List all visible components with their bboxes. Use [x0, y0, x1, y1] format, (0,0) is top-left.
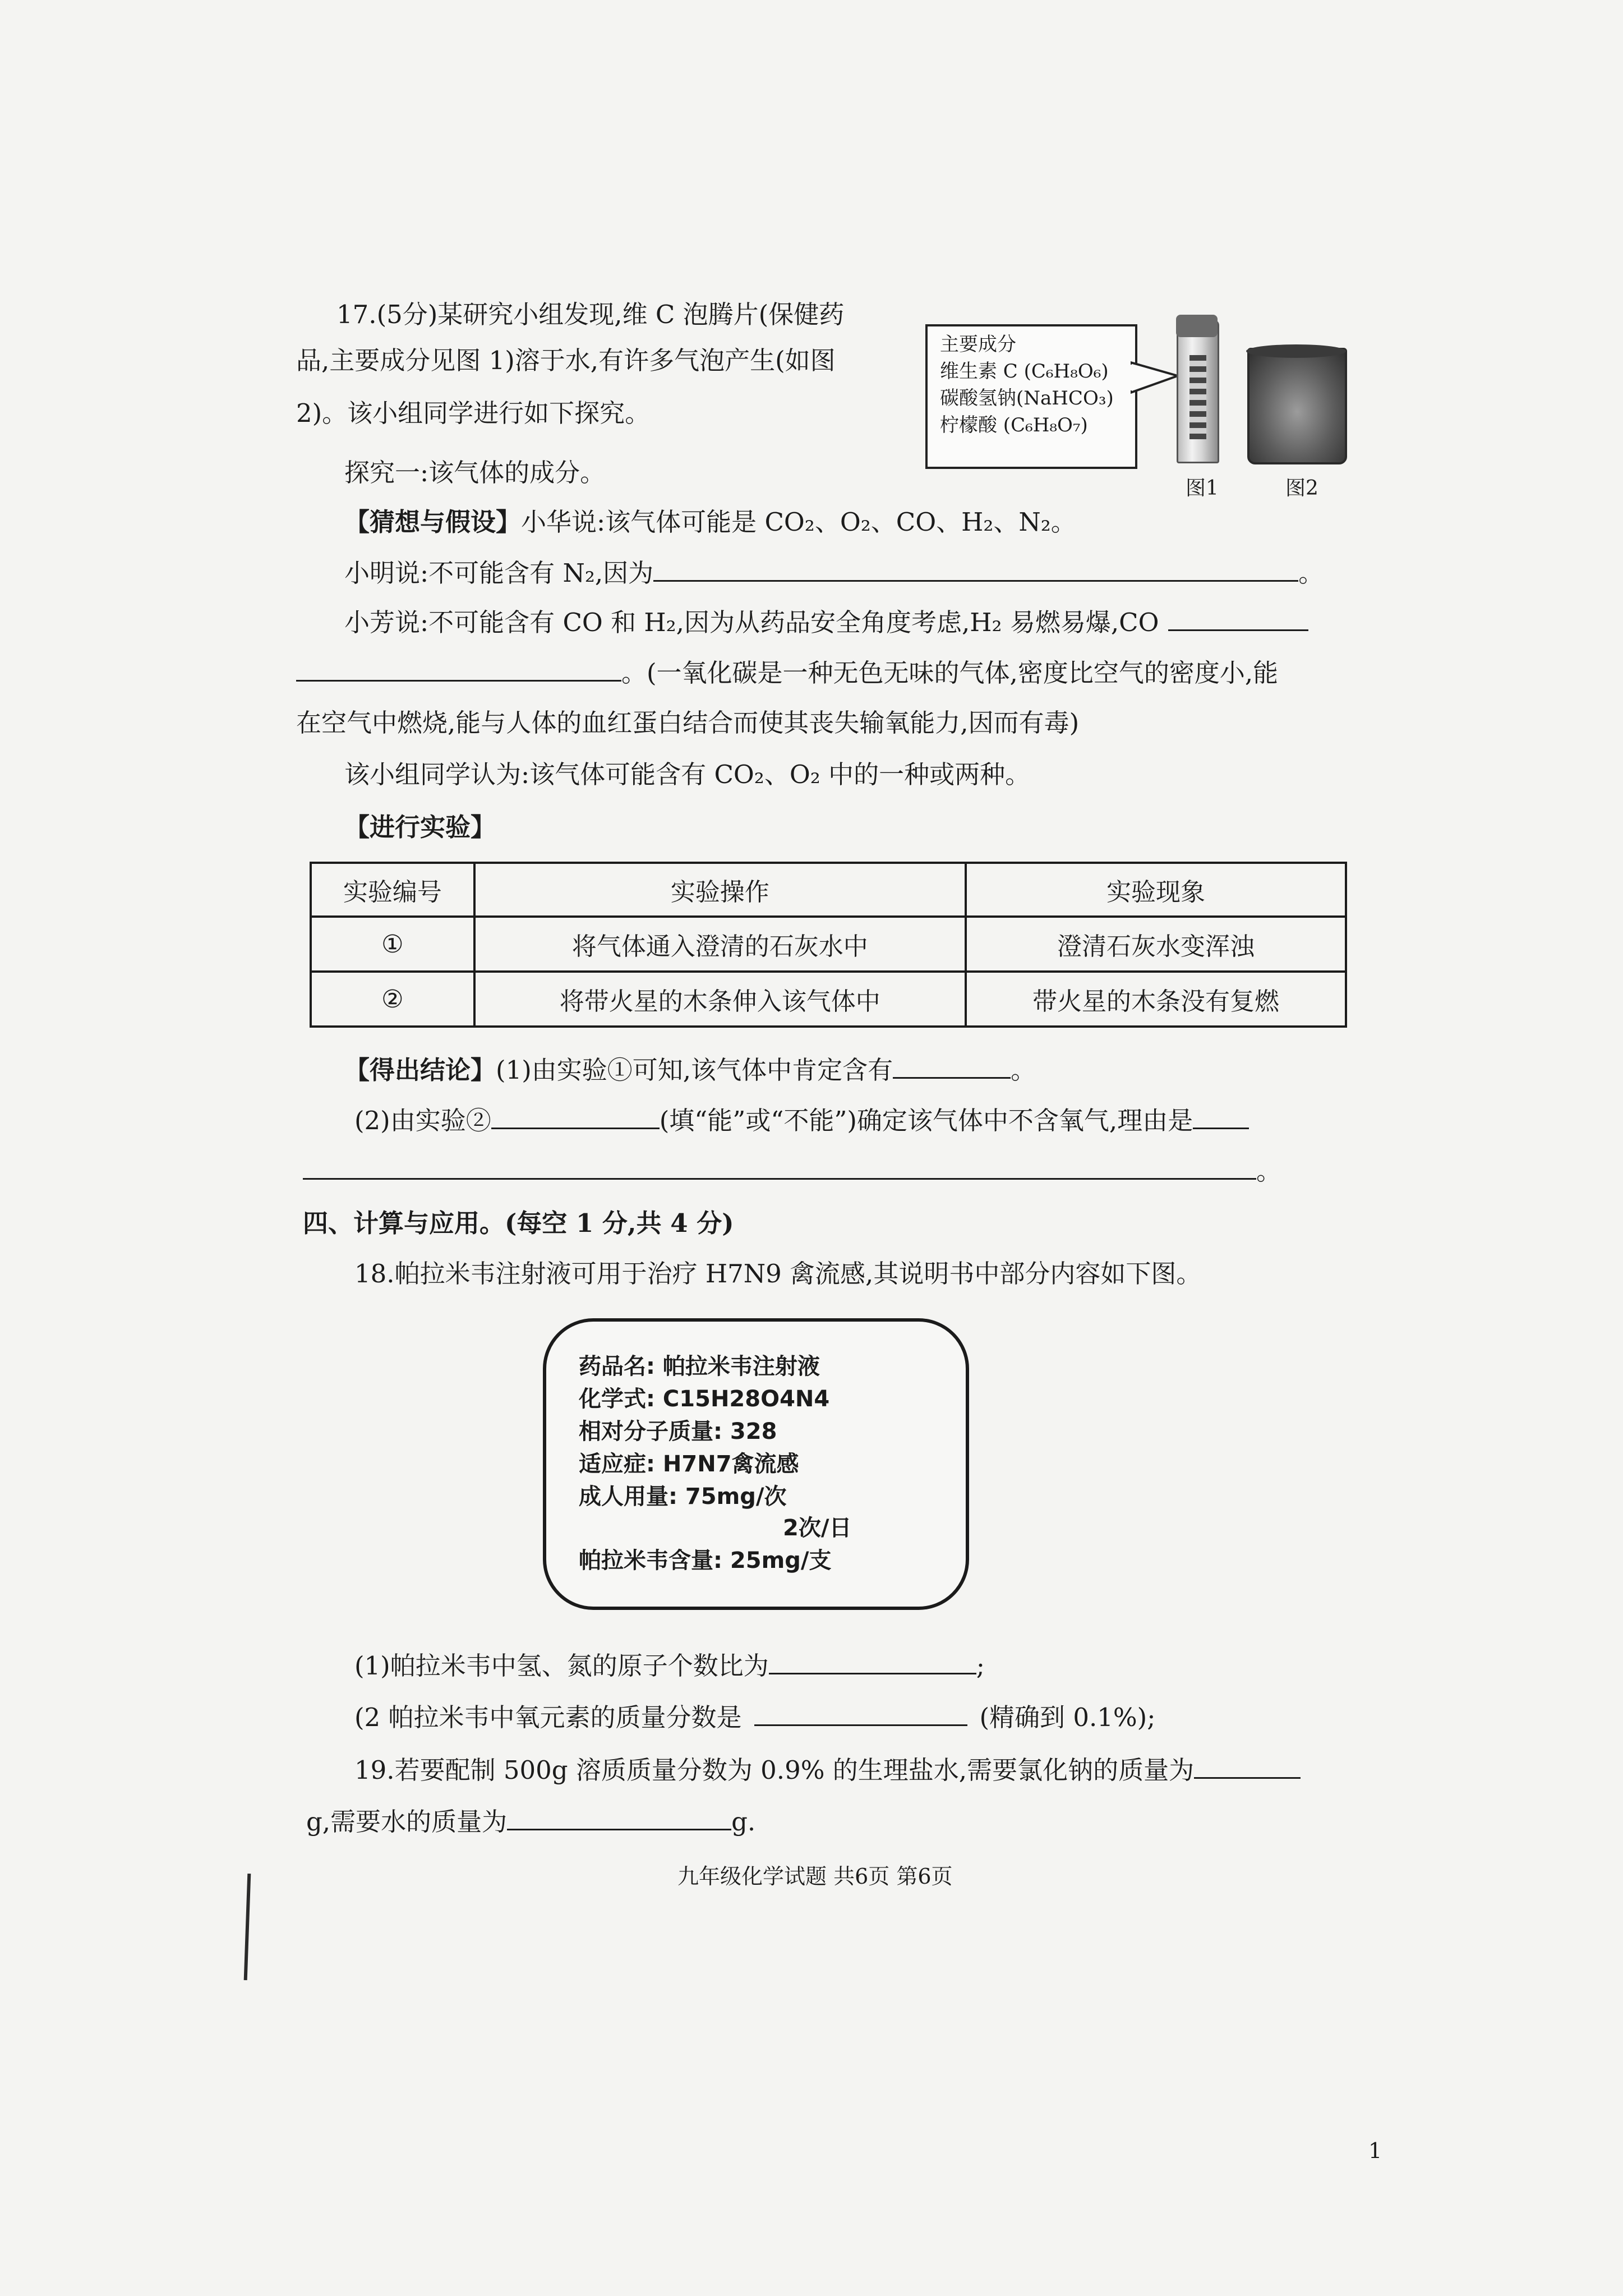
- semicolon: ;: [976, 1651, 985, 1681]
- conclusion-line-3: [303, 1153, 1281, 1189]
- drug-label-box: [543, 1318, 969, 1610]
- drug-frequency: 2次/日: [783, 1515, 852, 1541]
- answer-blank-n2[interactable]: [653, 555, 1298, 582]
- q17-line3: 2)。该小组同学进行如下探究。: [296, 398, 651, 428]
- drug-name: 药品名: 帕拉米韦注射液: [579, 1354, 820, 1379]
- callout-item: 柠檬酸 (C₆H₈O₇): [940, 414, 1088, 436]
- answer-blank-oxygen-fraction[interactable]: [754, 1700, 967, 1726]
- drug-dosage: 成人用量: 75mg/次: [579, 1484, 787, 1510]
- period: 。: [1298, 558, 1324, 588]
- table-cell: 带火星的木条没有复燃: [966, 972, 1346, 1027]
- conclusion-line-1: [344, 1052, 1036, 1088]
- experiment-heading: 【进行实验】: [344, 812, 496, 842]
- q18-sub1: [354, 1648, 985, 1683]
- answer-blank-water-mass[interactable]: [507, 1804, 731, 1830]
- table-cell: ②: [311, 972, 474, 1027]
- conclusion-2-text-b: (填“能”或“不能”)确定该气体中不含氧气,理由是: [659, 1106, 1193, 1135]
- q18-sub2: [354, 1700, 1155, 1735]
- page-footer: 九年级化学试题 共6页 第6页: [677, 1864, 953, 1889]
- answer-blank-nacl-mass[interactable]: [1194, 1752, 1301, 1779]
- vitamin-c-tube-image: [1177, 320, 1219, 463]
- table-row: [311, 972, 1346, 1027]
- callout-item: 维生素 C (C₆H₈O₆): [940, 360, 1109, 383]
- callout-title: 主要成分: [940, 333, 1016, 356]
- xiaofang-line: [344, 605, 1308, 640]
- period: 。: [1011, 1055, 1036, 1085]
- answer-blank-co-1[interactable]: [1168, 605, 1308, 631]
- co-note-line: [296, 655, 1278, 691]
- hypothesis-text: 小华说:该气体可能是 CO₂、O₂、CO、H₂、N₂。: [521, 507, 1076, 537]
- q17-line2: 品,主要成分见图 1)溶于水,有许多气泡产生(如图: [296, 346, 836, 375]
- table-header: 实验操作: [474, 863, 966, 917]
- q18-intro: 18.帕拉米韦注射液可用于治疗 H7N9 禽流感,其说明书中部分内容如下图。: [354, 1259, 1202, 1289]
- co-note-text: 。(一氧化碳是一种无色无味的气体,密度比空气的密度小,能: [621, 658, 1279, 688]
- q18-sub2-end: (精确到 0.1%);: [979, 1703, 1156, 1732]
- callout-item: 碳酸氢钠(NaHCO₃): [940, 387, 1114, 409]
- drug-content: 帕拉米韦含量: 25mg/支: [579, 1548, 832, 1573]
- q18-sub1-text: (1)帕拉米韦中氢、氮的原子个数比为: [354, 1651, 769, 1681]
- table-cell: ①: [311, 917, 474, 972]
- q19-text-2: g,需要水的质量为: [306, 1807, 508, 1837]
- q18-sub2-text: (2 帕拉米韦中氧元素的质量分数是: [354, 1703, 742, 1732]
- experiment-table: [310, 862, 1347, 1028]
- q17-line1: 17.(5分)某研究小组发现,维 C 泡腾片(保健药: [336, 300, 845, 329]
- table-cell: 将气体通入澄清的石灰水中: [474, 917, 966, 972]
- q19-text: 19.若要配制 500g 溶质质量分数为 0.9% 的生理盐水,需要氯化钠的质量为: [354, 1755, 1195, 1785]
- table-cell: 将带火星的木条伸入该气体中: [474, 972, 966, 1027]
- figure-1-caption: 图1: [1186, 477, 1219, 500]
- group-conclusion: 该小组同学认为:该气体可能含有 CO₂、O₂ 中的一种或两种。: [344, 760, 1031, 789]
- conclusion-line-2: [354, 1103, 1249, 1138]
- figure-2-caption: 图2: [1285, 477, 1318, 500]
- xiaoming-text: 小明说:不可能含有 N₂,因为: [344, 558, 654, 588]
- table-row: [311, 917, 1346, 972]
- table-header: 实验现象: [966, 863, 1346, 917]
- answer-blank-h-n-ratio[interactable]: [769, 1648, 976, 1674]
- answer-blank-can-or-cannot[interactable]: [491, 1103, 660, 1129]
- table-cell: 澄清石灰水变浑浊: [966, 917, 1346, 972]
- section-4-heading: 四、计算与应用。(每空 1 分,共 4 分): [303, 1208, 734, 1238]
- answer-blank-gas[interactable]: [893, 1052, 1011, 1079]
- conclusion-heading: 【得出结论】: [344, 1055, 496, 1085]
- drug-molar-mass: 相对分子质量: 328: [579, 1419, 777, 1444]
- drug-indication: 适应症: H7N7禽流感: [579, 1451, 799, 1477]
- hypothesis-heading: 【猜想与假设】: [344, 507, 522, 537]
- answer-blank-reason-2[interactable]: [303, 1153, 1256, 1180]
- xiaofang-text: 小芳说:不可能含有 CO 和 H₂,因为从药品安全角度考虑,H₂ 易燃易爆,CO: [344, 608, 1159, 637]
- conclusion-2-text-a: (2)由实验②: [354, 1106, 491, 1135]
- q19-line-2: [306, 1804, 755, 1839]
- table-header: 实验编号: [311, 863, 474, 917]
- ingredients-callout: [925, 324, 1137, 469]
- callout-pointer: [1131, 359, 1179, 398]
- unit-g: g.: [731, 1807, 756, 1837]
- answer-blank-co-2[interactable]: [296, 655, 621, 682]
- period: 。: [1256, 1156, 1282, 1186]
- co-note-line-2: 在空气中燃烧,能与人体的血红蛋白结合而使其丧失输氧能力,因而有毒): [296, 708, 1080, 738]
- table-header-row: [311, 863, 1346, 917]
- xiaoming-line: [344, 555, 1324, 591]
- answer-blank-reason-1[interactable]: [1193, 1103, 1249, 1129]
- fizzing-glass-image: [1247, 348, 1347, 464]
- hypothesis-line: [344, 505, 1076, 540]
- scan-artifact-line: [244, 1874, 251, 1980]
- drug-formula: 化学式: C15H28O4N4: [579, 1386, 830, 1412]
- q19-line-1: [354, 1752, 1301, 1788]
- conclusion-1-text: (1)由实验①可知,该气体中肯定含有: [496, 1055, 893, 1085]
- inquiry-one: 探究一:该气体的成分。: [344, 458, 606, 487]
- page-number: 1: [1368, 2138, 1382, 2163]
